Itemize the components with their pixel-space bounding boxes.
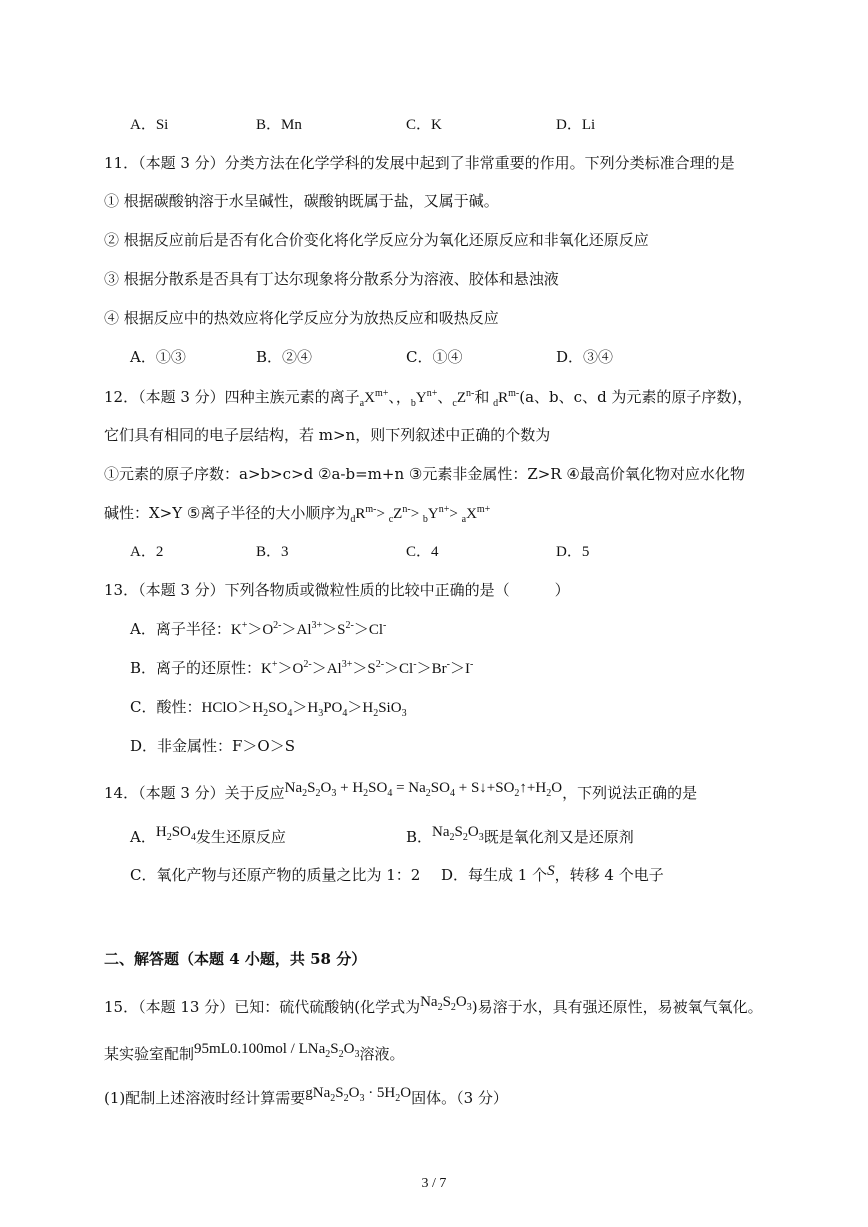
q14-b-formula: $Na_2S_2O_3$ <box>432 824 484 843</box>
q13-a-prefix: A．离子半径： <box>130 620 231 638</box>
q11-option-c: C．①④ <box>406 348 463 366</box>
q13-b-formula: $K^+>O^{2-}>Al^{3+}>S^{2-}>Cl^->Br^->I^-$ <box>261 659 474 677</box>
q12-line4 <box>104 502 490 525</box>
q14-option-a <box>130 826 286 849</box>
q14-a-formula: $H_2SO_4$ <box>155 824 196 843</box>
q14-b-label: B． <box>406 828 433 846</box>
q13-c-formula: $HClO>H_2SO_4>H_3PO_4>H_2SiO_3$ <box>201 700 407 719</box>
q15-formula-2: $95mL0.100mol / LNa_2S_2O_3$ <box>194 1041 360 1060</box>
q11-option-a: A．①③ <box>130 348 186 366</box>
q13-b-prefix: B．离子的还原性： <box>130 659 262 677</box>
q14-option-c: C．氧化产物与还原产物的质量之比为 1：2 <box>130 866 421 884</box>
q12-option-d: D．5 <box>556 544 590 560</box>
q15-line3-prefix: (1)配制上述溶液时经计算需要 <box>104 1089 306 1107</box>
section-heading: 二、解答题（本题 4 小题，共 58 分） <box>104 950 367 968</box>
q14-d-var: S <box>547 863 555 879</box>
q13-option-b <box>130 657 473 680</box>
q11-stem: 11．（本题 3 分）分类方法在化学学科的发展中起到了非常重要的作用。下列分类标准合理的是 <box>104 154 735 172</box>
q15-line2-prefix: 某实验室配制 <box>104 1045 195 1063</box>
q12-stem <box>104 386 752 409</box>
q11-item-1: ① 根据碳酸钠溶于水呈碱性，碳酸钠既属于盐，又属于碱。 <box>104 192 499 210</box>
q10-option-a: A．Si <box>130 117 169 133</box>
q11-item-4: ④ 根据反应中的热效应将化学反应分为放热反应和吸热反应 <box>104 309 499 327</box>
q12-option-b: B．3 <box>256 544 289 560</box>
q12-line3: ①元素的原子序数：a>b>c>d ②a-b=m+n ③元素非金属性：Z>R ④最高价氧化物对应水化物 <box>104 465 745 483</box>
q12-line2: 它们具有相同的电子层结构，若 m>n，则下列叙述中正确的个数为 <box>104 426 551 444</box>
q14-option-b <box>406 826 634 849</box>
q15-line1-suffix: )易溶于水，具有强还原性，易被氧气氧化。 <box>471 998 763 1016</box>
q15-line3-suffix: 固体。（3 分） <box>411 1089 508 1107</box>
q11-option-d: D．③④ <box>556 348 614 366</box>
q15-line3 <box>104 1087 508 1110</box>
q13-stem: 13．（本题 3 分）下列各物质或微粒性质的比较中正确的是（ ） <box>104 581 570 599</box>
q15-line1-prefix: 15．（本题 13 分）已知：硫代硫酸钠(化学式为 <box>104 998 421 1016</box>
q14-reaction-equation: $Na_2S_2O_3 + H_2SO_4 = Na_2SO_4$ + $S↓+SO_2↑+H_2O$ <box>284 780 563 799</box>
q11-option-b: B．②④ <box>256 348 313 366</box>
q12-stem-prefix: 12．（本题 3 分）四种主族元素的离子 <box>104 388 360 406</box>
q12-radius-order: $_dR^{m-}> _cZ^{n-}> _bY^{n+}> _aX^{m+}$ <box>350 504 491 525</box>
q10-option-c: C．K <box>406 117 442 133</box>
q15-formula-1: $Na_2S_2O_3$ <box>420 994 472 1013</box>
q12-line4-prefix: 碱性：X>Y ⑤离子半径的大小顺序为 <box>104 504 351 522</box>
q12-option-a: A．2 <box>130 544 164 560</box>
q13-c-prefix: C．酸性： <box>130 698 202 716</box>
q13-option-d: D．非金属性：F＞O＞S <box>130 737 296 755</box>
q14-d-suffix: ，转移 4 个电子 <box>554 866 664 884</box>
q14-stem <box>104 782 697 805</box>
q11-item-3: ③ 根据分散系是否具有丁达尔现象将分散系分为溶液、胶体和悬浊液 <box>104 270 559 288</box>
q15-line2 <box>104 1043 404 1066</box>
q15-line2-suffix: 溶液。 <box>359 1045 405 1063</box>
q13-option-a <box>130 618 386 641</box>
q10-option-b: B．Mn <box>256 117 302 133</box>
q15-formula-3: $gNa_2S_2O_3 \cdot 5H_2O$ <box>305 1085 412 1104</box>
q12-ions: $_aX^{m+}$、，$_bY^{n+}$、$_cZ^{n-}$和 $_dR^{m-}$ <box>359 388 520 409</box>
q15-line1 <box>104 996 763 1019</box>
q13-a-formula: $K^+>O^{2-}>Al^{3+}>S^{2-}>Cl^-$ <box>230 620 387 638</box>
q14-d-prefix: D．每生成 1 个 <box>441 866 548 884</box>
q11-item-2: ② 根据反应前后是否有化合价变化将化学反应分为氧化还原反应和非氧化还原反应 <box>104 231 649 249</box>
q14-stem-suffix: ，下列说法正确的是 <box>562 784 698 802</box>
q10-option-d: D．Li <box>556 117 596 133</box>
page-number: 3 / 7 <box>421 1176 447 1191</box>
q14-stem-prefix: 14．（本题 3 分）关于反应 <box>104 784 285 802</box>
q12-stem-suffix: (a、b、c、d 为元素的原子序数)， <box>519 388 753 406</box>
q14-b-suffix: 既是氧化剂又是还原剂 <box>483 828 634 846</box>
q14-a-suffix: 发生还原反应 <box>195 828 286 846</box>
q13-option-c <box>130 696 407 719</box>
q14-a-label: A． <box>130 828 156 846</box>
q12-option-c: C．4 <box>406 544 439 560</box>
q14-option-d <box>441 864 664 887</box>
